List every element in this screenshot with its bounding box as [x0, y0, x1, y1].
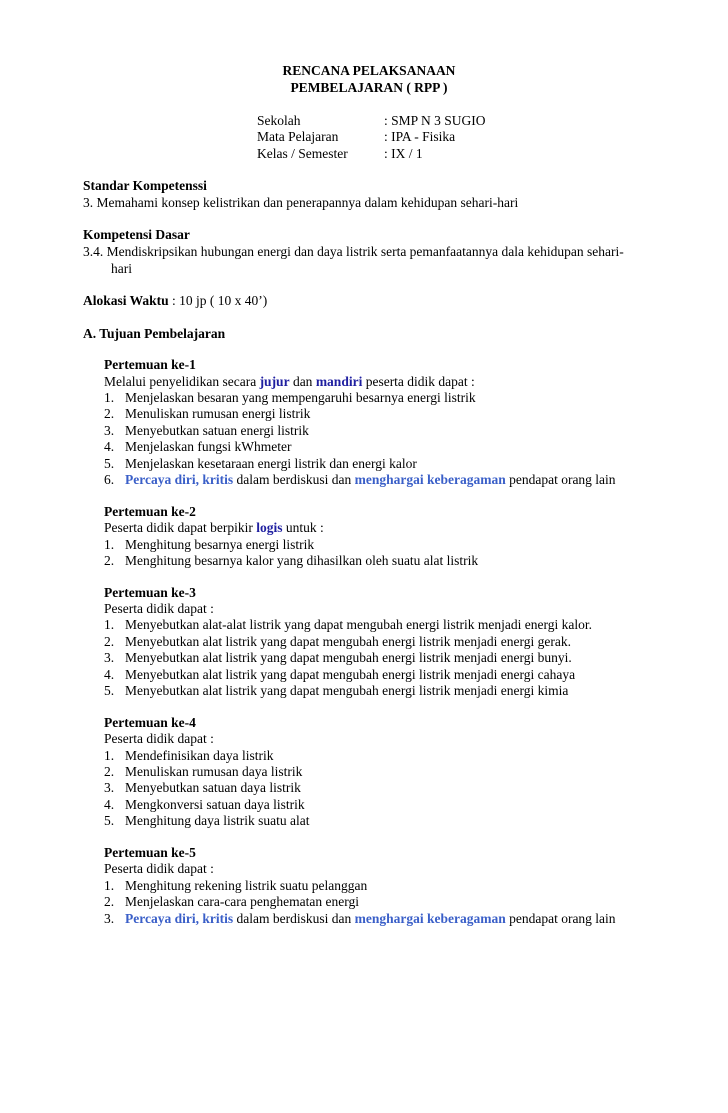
list-item [104, 894, 359, 910]
p4-intro: Peserta didik dapat : [104, 731, 214, 746]
list-text: Menghitung rekening listrik suatu pelanggan [125, 878, 368, 893]
list-num: 1. [104, 537, 115, 552]
p3-heading: Pertemuan ke-3 [104, 585, 196, 600]
list-item [104, 390, 476, 406]
list-item [104, 878, 367, 894]
list-item [104, 764, 302, 780]
list-text: Menghitung daya listrik suatu alat [125, 813, 310, 828]
list-item [104, 439, 291, 455]
info-value-mapel: : IPA - Fisika [384, 129, 456, 144]
list-num: 1. [104, 878, 115, 893]
kd-heading: Kompetensi Dasar [83, 227, 190, 242]
p2-intro [104, 520, 324, 536]
list-text: Mengkonversi satuan daya listrik [125, 797, 305, 812]
list-item [104, 537, 314, 553]
p1-keyword-mandiri: mandiri [315, 374, 363, 389]
list-text: Menjelaskan fungsi kWhmeter [125, 439, 292, 454]
list-text: Menyebutkan alat-alat listrik yang dapat mengubah energi listrik menjadi energi kalor. [125, 617, 592, 632]
list-num: 5. [104, 683, 115, 698]
p1-intro [104, 374, 475, 390]
info-label-mapel: Mata Pelajaran [257, 129, 339, 144]
p5-heading: Pertemuan ke-5 [104, 845, 196, 860]
list-item [104, 780, 301, 796]
list-num: 2. [104, 764, 115, 779]
alokasi-value: : 10 jp ( 10 x 40’) [168, 293, 268, 308]
list-num: 3. [104, 650, 115, 665]
keyword-percaya-diri: Percaya diri, kritis [125, 472, 234, 487]
list-text: Mendefinisikan daya listrik [125, 748, 274, 763]
list-num: 6. [104, 472, 115, 487]
list-item [104, 683, 568, 699]
list-num: 4. [104, 797, 115, 812]
list-num: 1. [104, 617, 115, 632]
list-item [104, 650, 572, 666]
list-item [104, 634, 571, 650]
list-num: 2. [104, 894, 115, 909]
list-num: 3. [104, 423, 115, 438]
p1-intro-a: Melalui penyelidikan secara [104, 374, 260, 389]
list-text: Menjelaskan kesetaraan energi listrik dan energi kalor [125, 456, 417, 471]
list-text: dalam berdiskusi dan [233, 472, 355, 487]
list-item [104, 472, 616, 488]
list-text: Menjelaskan besaran yang mempengaruhi besarnya energi listrik [125, 390, 476, 405]
p4-heading: Pertemuan ke-4 [104, 715, 196, 730]
p2-intro-a: Peserta didik dapat berpikir [104, 520, 257, 535]
list-item [104, 406, 310, 422]
list-text: Menyebutkan alat listrik yang dapat mengubah energi listrik menjadi energi kimia [125, 683, 569, 698]
list-text: pendapat orang lain [505, 911, 616, 926]
p1-intro-c: dan [289, 374, 316, 389]
list-text: Menyebutkan alat listrik yang dapat mengubah energi listrik menjadi energi gerak. [125, 634, 571, 649]
info-value-kelas: : IX / 1 [384, 146, 423, 161]
info-value-sekolah: : SMP N 3 SUGIO [384, 113, 486, 128]
sk-text: 3. Memahami konsep kelistrikan dan penerapannya dalam kehidupan sehari-hari [83, 195, 519, 210]
p2-keyword-logis: logis [256, 520, 283, 535]
list-item [104, 667, 575, 683]
p5-intro: Peserta didik dapat : [104, 861, 214, 876]
kd-text-line-1: 3.4. Mendiskripsikan hubungan energi dan daya listrik serta pemanfaatannya dala kehidupan sehari- [83, 244, 624, 259]
list-text: Menghitung besarnya energi listrik [125, 537, 315, 552]
info-label-kelas: Kelas / Semester [257, 146, 348, 161]
list-num: 4. [104, 439, 115, 454]
keyword-menghargai: menghargai keberagaman [354, 911, 506, 926]
kd-text-line-2: hari [111, 261, 132, 276]
list-num: 3. [104, 911, 115, 926]
list-text: Menyebutkan satuan energi listrik [125, 423, 309, 438]
list-item [104, 617, 592, 633]
list-text: Menyebutkan alat listrik yang dapat mengubah energi listrik menjadi energi bunyi. [125, 650, 572, 665]
alokasi-label: Alokasi Waktu [83, 293, 169, 308]
list-text: pendapat orang lain [505, 472, 616, 487]
tujuan-heading: A. Tujuan Pembelajaran [83, 326, 226, 341]
title-line-2: PEMBELAJARAN ( RPP ) [290, 80, 448, 95]
list-item [104, 423, 309, 439]
title-line-1: RENCANA PELAKSANAAN [282, 63, 456, 78]
list-num: 3. [104, 780, 115, 795]
sk-heading: Standar Kompetenssi [83, 178, 207, 193]
list-num: 5. [104, 456, 115, 471]
list-num: 4. [104, 667, 115, 682]
p3-intro: Peserta didik dapat : [104, 601, 214, 616]
list-text: Menghitung besarnya kalor yang dihasilkan oleh suatu alat listrik [125, 553, 479, 568]
list-num: 2. [104, 634, 115, 649]
list-num: 1. [104, 748, 115, 763]
p1-heading: Pertemuan ke-1 [104, 357, 196, 372]
p2-intro-c: untuk : [282, 520, 324, 535]
list-text: dalam berdiskusi dan [233, 911, 355, 926]
list-num: 2. [104, 406, 115, 421]
p1-intro-e: peserta didik dapat : [362, 374, 475, 389]
list-text: Menuliskan rumusan energi listrik [125, 406, 311, 421]
list-item [104, 748, 273, 764]
alokasi-waktu [83, 293, 267, 309]
p1-keyword-jujur: jujur [259, 374, 290, 389]
list-item [104, 813, 309, 829]
list-num: 2. [104, 553, 115, 568]
list-text: Menyebutkan satuan daya listrik [125, 780, 301, 795]
keyword-menghargai: menghargai keberagaman [354, 472, 506, 487]
list-item [104, 797, 305, 813]
list-item [104, 456, 417, 472]
list-num: 5. [104, 813, 115, 828]
list-text: Menjelaskan cara-cara penghematan energi [125, 894, 359, 909]
info-label-sekolah: Sekolah [257, 113, 301, 128]
list-item [104, 553, 478, 569]
list-text: Menuliskan rumusan daya listrik [125, 764, 303, 779]
list-num: 1. [104, 390, 115, 405]
list-item [104, 911, 616, 927]
p2-heading: Pertemuan ke-2 [104, 504, 196, 519]
keyword-percaya-diri: Percaya diri, kritis [125, 911, 234, 926]
list-text: Menyebutkan alat listrik yang dapat mengubah energi listrik menjadi energi cahaya [125, 667, 576, 682]
